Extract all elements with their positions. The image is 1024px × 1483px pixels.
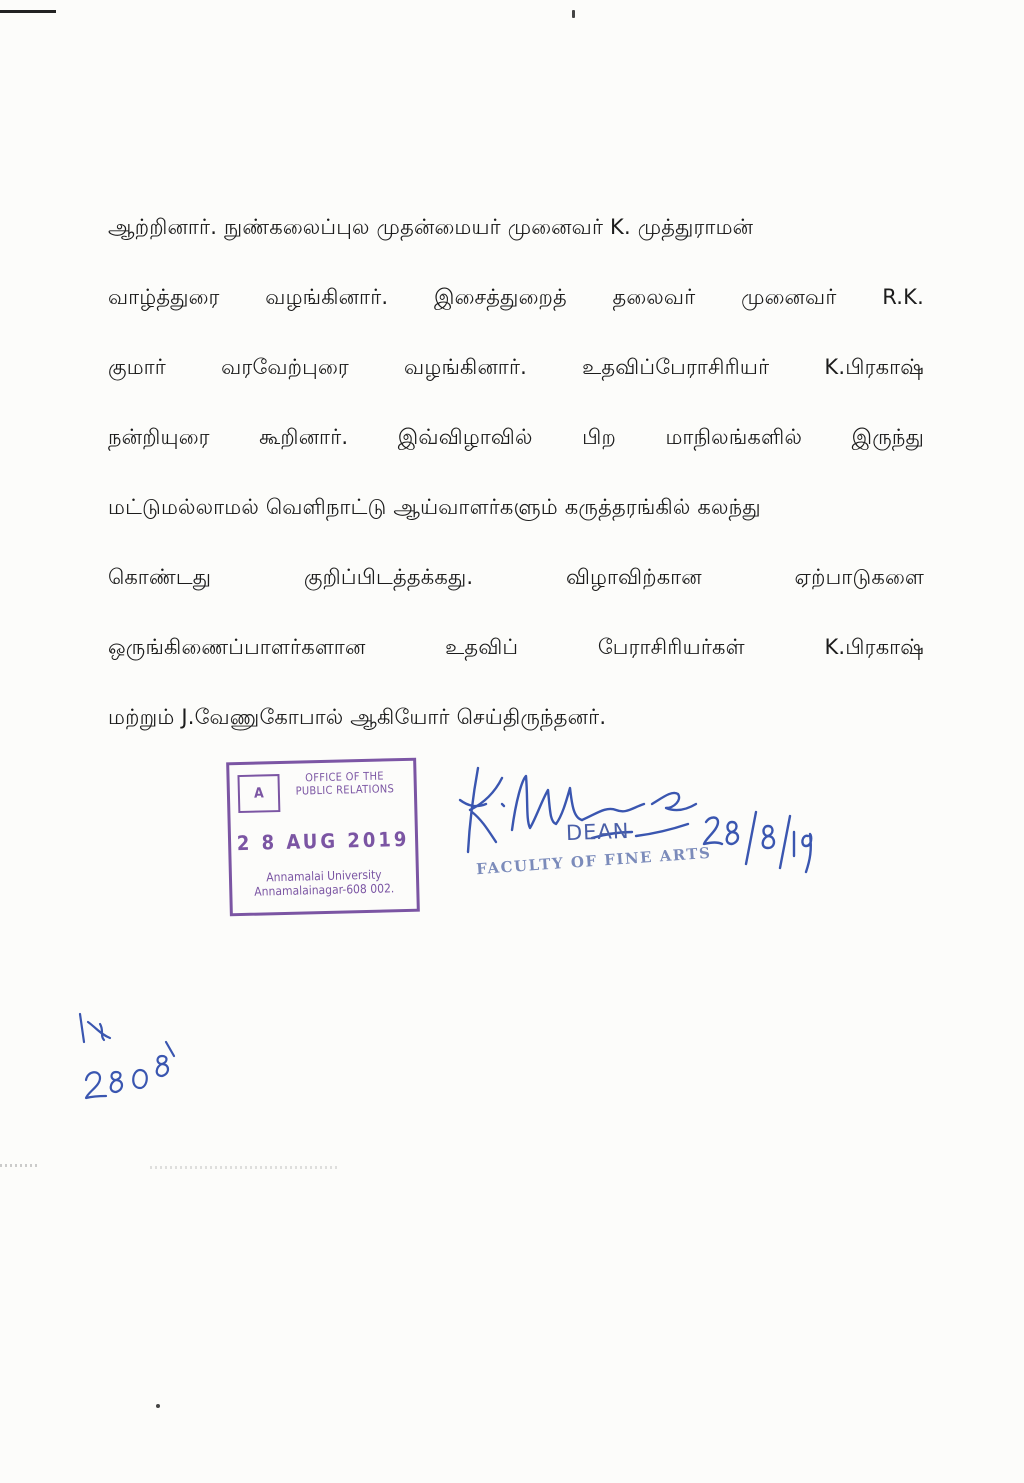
scan-speck	[156, 1404, 160, 1408]
public-relations-stamp	[226, 758, 420, 917]
scan-noise-line	[0, 1164, 40, 1167]
stamp-university-line2: Annamalainagar-608 002.	[254, 881, 395, 899]
body-line: குமார் வரவேற்புரை வழங்கினார். உதவிப்பேராசிரியர் K.பிரகாஷ்	[108, 355, 924, 379]
stamp-office-line1: OFFICE OF THE	[305, 769, 385, 785]
stamp-date: 2 8 AUG 2019	[236, 826, 410, 856]
scan-noise-line	[150, 1166, 340, 1169]
scan-speck	[572, 10, 575, 18]
body-line: வாழ்த்துரை வழங்கினார். இசைத்துறைத் தலைவர் முனைவர் R.K.	[108, 285, 924, 309]
university-emblem-icon: A	[237, 774, 280, 813]
body-line: மட்டுமல்லாமல் வெளிநாட்டு ஆய்வாளர்களும் கருத்தரங்கில் கலந்து	[108, 495, 761, 519]
body-line: நன்றியுரை கூறினார். இவ்விழாவில் பிற மாநிலங்களில் இருந்து	[108, 425, 924, 449]
body-line: ஆற்றினார். நுண்கலைப்புல முதன்மையர் முனைவர் K. முத்துராமன்	[108, 215, 754, 239]
body-line: கொண்டது குறிப்பிடத்தக்கது. விழாவிற்கான ஏற்பாடுகளை	[108, 565, 924, 589]
dean-title: DEAN	[565, 818, 630, 846]
stamp-office-text	[285, 769, 404, 798]
body-paragraph	[108, 192, 924, 752]
dean-signature	[456, 760, 816, 910]
body-line: ஒருங்கிணைப்பாளர்களான உதவிப் பேராசிரியர்கள் K.பிரகாஷ்	[108, 635, 924, 659]
stamp-office-line2: PUBLIC RELATIONS	[295, 782, 395, 798]
faculty-name: FACULTY OF FINE ARTS	[475, 843, 712, 879]
scan-edge-mark	[0, 10, 56, 13]
stamp-university	[232, 867, 417, 899]
body-line: மற்றும் J.வேணுகோபால் ஆகியோர் செய்திருந்தனர்.	[108, 705, 607, 729]
stamp-university-line1: Annamalai University	[266, 867, 382, 885]
handwritten-note	[70, 1006, 190, 1106]
